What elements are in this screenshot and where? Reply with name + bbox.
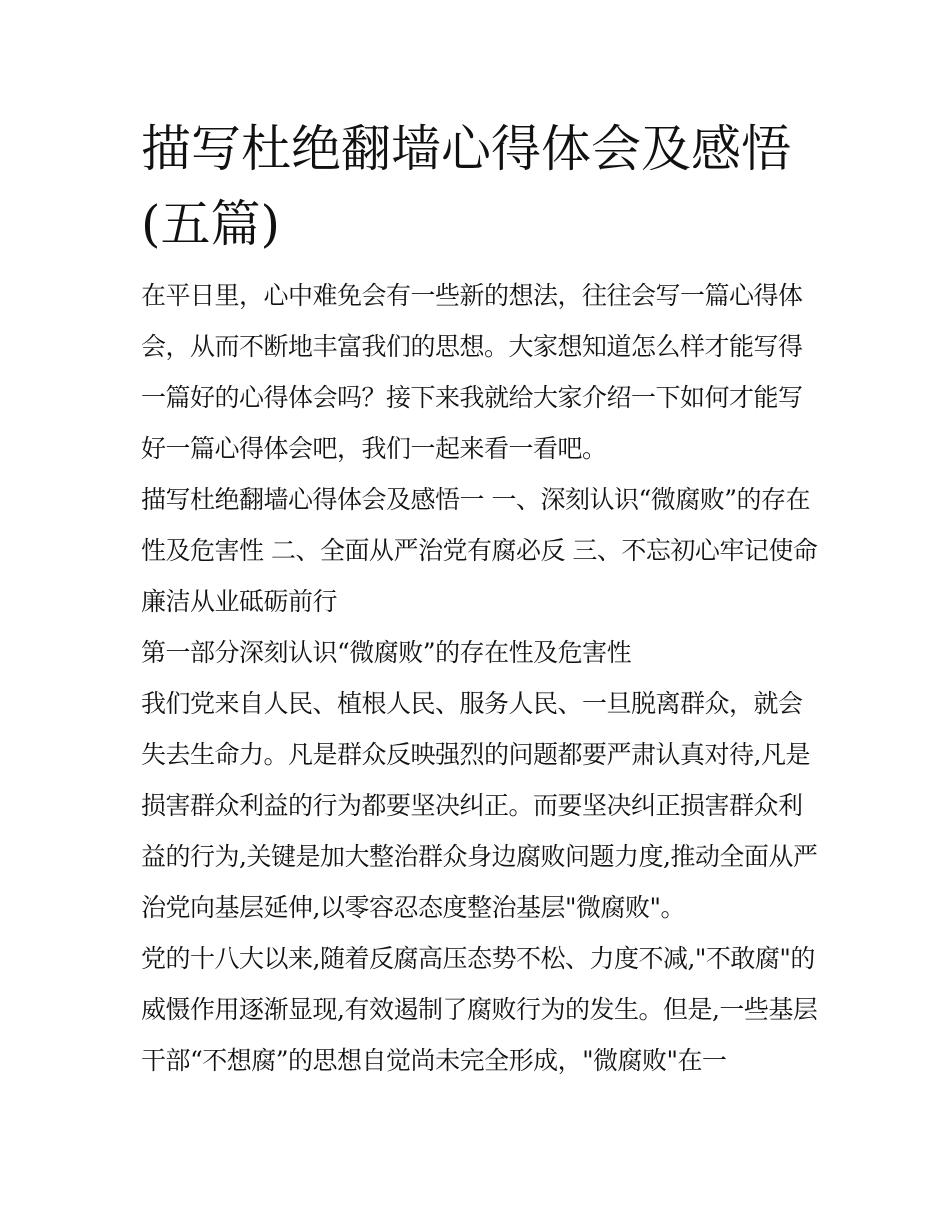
paragraph-body-1: 我们党来自人民、植根人民、服务人民、一旦脱离群众，就会失去生命力。凡是群众反映强烈的问题都要严肃认真对待,凡是损害群众利益的行为都要坚决纠正。而要坚决纠正损害群众利益的行为,关键是加大整治群众身边腐败问题力度,推动全面从严治党向基层延伸,以零容忍态度整治基层"微腐败"。 [141,689,818,922]
paragraph-outline: 描写杜绝翻墙心得体会及感悟一 一、深刻认识“微腐败”的存在性及危害性 二、全面从严治党有腐必反 三、不忘初心牢记使命廉洁从业砥砺前行 [141,485,818,616]
paragraph-body-2: 党的十八大以来,随着反腐高压态势不松、力度不减,"不敢腐"的威慑作用逐渐显现,有效遏制了腐败行为的发生。但是,一些基层干部“不想腐”的思想自觉尚未完全形成，"微腐败"在一 [141,944,818,1075]
document-body [141,112,821,1086]
document-title: 描写杜绝翻墙心得体会及感悟(五篇) [141,120,791,253]
paragraph-intro: 在平日里，心中难免会有一些新的想法，往往会写一篇心得体会，从而不断地丰富我们的思想。大家想知道怎么样才能写得一篇好的心得体会吗？接下来我就给大家介绍一下如何才能写好一篇心得体会吧，我们一起来看一看吧。 [141,281,803,463]
section-heading: 第一部分深刻认识“微腐败”的存在性及危害性 [141,638,632,667]
